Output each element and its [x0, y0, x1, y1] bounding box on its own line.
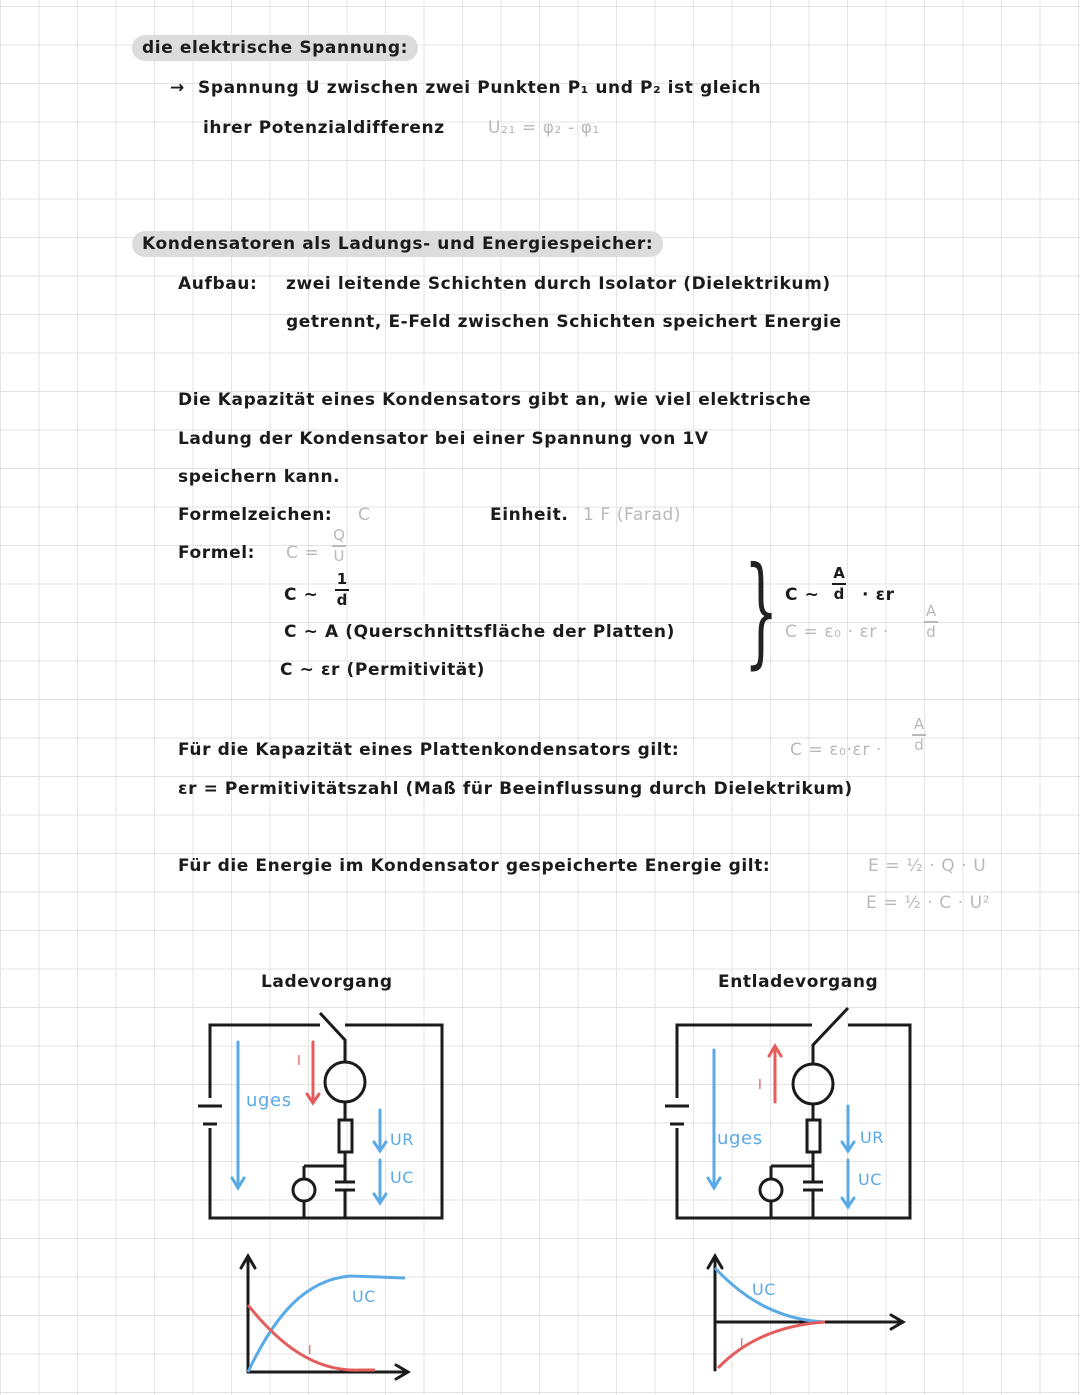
- right-ur-label: UR: [860, 1128, 885, 1147]
- spannung-line1: Spannung U zwischen zwei Punkten P₁ und P₂ ist gleich: [198, 78, 762, 98]
- prop1-numerator: 1: [336, 570, 348, 588]
- heading-spannung: die elektrische Spannung:: [132, 35, 418, 61]
- einheit-value: 1 F (Farad): [583, 505, 682, 525]
- spannung-line2: ihrer Potenzialdifferenz: [203, 118, 445, 138]
- kapazitaet-line1: Die Kapazität eines Kondensators gibt an, wie viel elektrische: [178, 390, 812, 410]
- right1-lhs: C ~: [785, 585, 820, 605]
- formelzeichen-value: C: [358, 505, 371, 525]
- left-ur-label: UR: [390, 1130, 415, 1149]
- formel-lhs: C =: [286, 543, 320, 563]
- prop2: C ~ A (Querschnittsfläche der Platten): [284, 622, 676, 642]
- aufbau-label: Aufbau:: [178, 274, 258, 294]
- formel-numerator: Q: [333, 526, 345, 544]
- right1-rhs: · εr: [862, 585, 895, 605]
- right1-numerator: A: [833, 564, 845, 582]
- right-uges-label: uges: [717, 1128, 763, 1149]
- platten-denominator: d: [914, 736, 924, 754]
- right-uc-label: UC: [858, 1170, 883, 1189]
- energie-formula2: E = ½ · C · U²: [866, 893, 991, 913]
- energie-text: Für die Energie im Kondensator gespeicherte Energie gilt:: [178, 856, 771, 876]
- platten-numerator: A: [913, 715, 925, 733]
- er-line: εr = Permitivitätszahl (Maß für Beeinflussung durch Dielektrikum): [178, 779, 853, 799]
- heading-kondensatoren: Kondensatoren als Ladungs- und Energiespeicher:: [132, 231, 663, 257]
- platten-text: Für die Kapazität eines Plattenkondensators gilt:: [178, 740, 680, 760]
- left-uc-label: UC: [390, 1168, 415, 1187]
- right1-denominator: d: [833, 585, 845, 603]
- formel-denominator: U: [333, 547, 345, 565]
- right2-lhs: C = ε₀ · εr ·: [785, 622, 889, 642]
- formelzeichen-label: Formelzeichen:: [178, 505, 333, 525]
- right2-denominator: d: [926, 623, 936, 641]
- ladevorgang-title: Ladevorgang: [261, 972, 393, 992]
- left-graph-i-label: I: [308, 1343, 313, 1357]
- entladevorgang-title: Entladevorgang: [718, 972, 879, 992]
- left-i-label: I: [297, 1054, 302, 1069]
- prop1-lhs: C ~: [284, 585, 319, 605]
- prop3: C ~ εr (Permitivität): [280, 660, 485, 680]
- spannung-formula: U₂₁ = φ₂ - φ₁: [488, 118, 600, 138]
- einheit-label: Einheit.: [490, 505, 569, 525]
- graph-i-discharging-curve: [718, 1322, 825, 1368]
- kapazitaet-line3: speichern kann.: [178, 467, 341, 487]
- platten-formula: C = ε₀·εr ·: [790, 740, 882, 760]
- arrow-icon: →: [170, 78, 185, 98]
- right-graph-i-label: I: [740, 1336, 745, 1350]
- left-graph-uc-label: UC: [352, 1287, 377, 1306]
- aufbau-line1: zwei leitende Schichten durch Isolator (Dielektrikum): [286, 274, 831, 294]
- kapazitaet-line2: Ladung der Kondensator bei einer Spannung von 1V: [178, 429, 709, 449]
- right-i-label: I: [758, 1078, 763, 1093]
- formel-label: Formel:: [178, 543, 256, 563]
- prop1-denominator: d: [336, 591, 348, 609]
- left-uges-label: uges: [246, 1090, 292, 1111]
- energie-formula1: E = ½ · Q · U: [868, 856, 987, 876]
- aufbau-line2: getrennt, E-Feld zwischen Schichten speichert Energie: [286, 312, 842, 332]
- right-brace-icon: }: [744, 542, 779, 681]
- right2-numerator: A: [925, 602, 937, 620]
- right-graph-uc-label: UC: [752, 1280, 777, 1299]
